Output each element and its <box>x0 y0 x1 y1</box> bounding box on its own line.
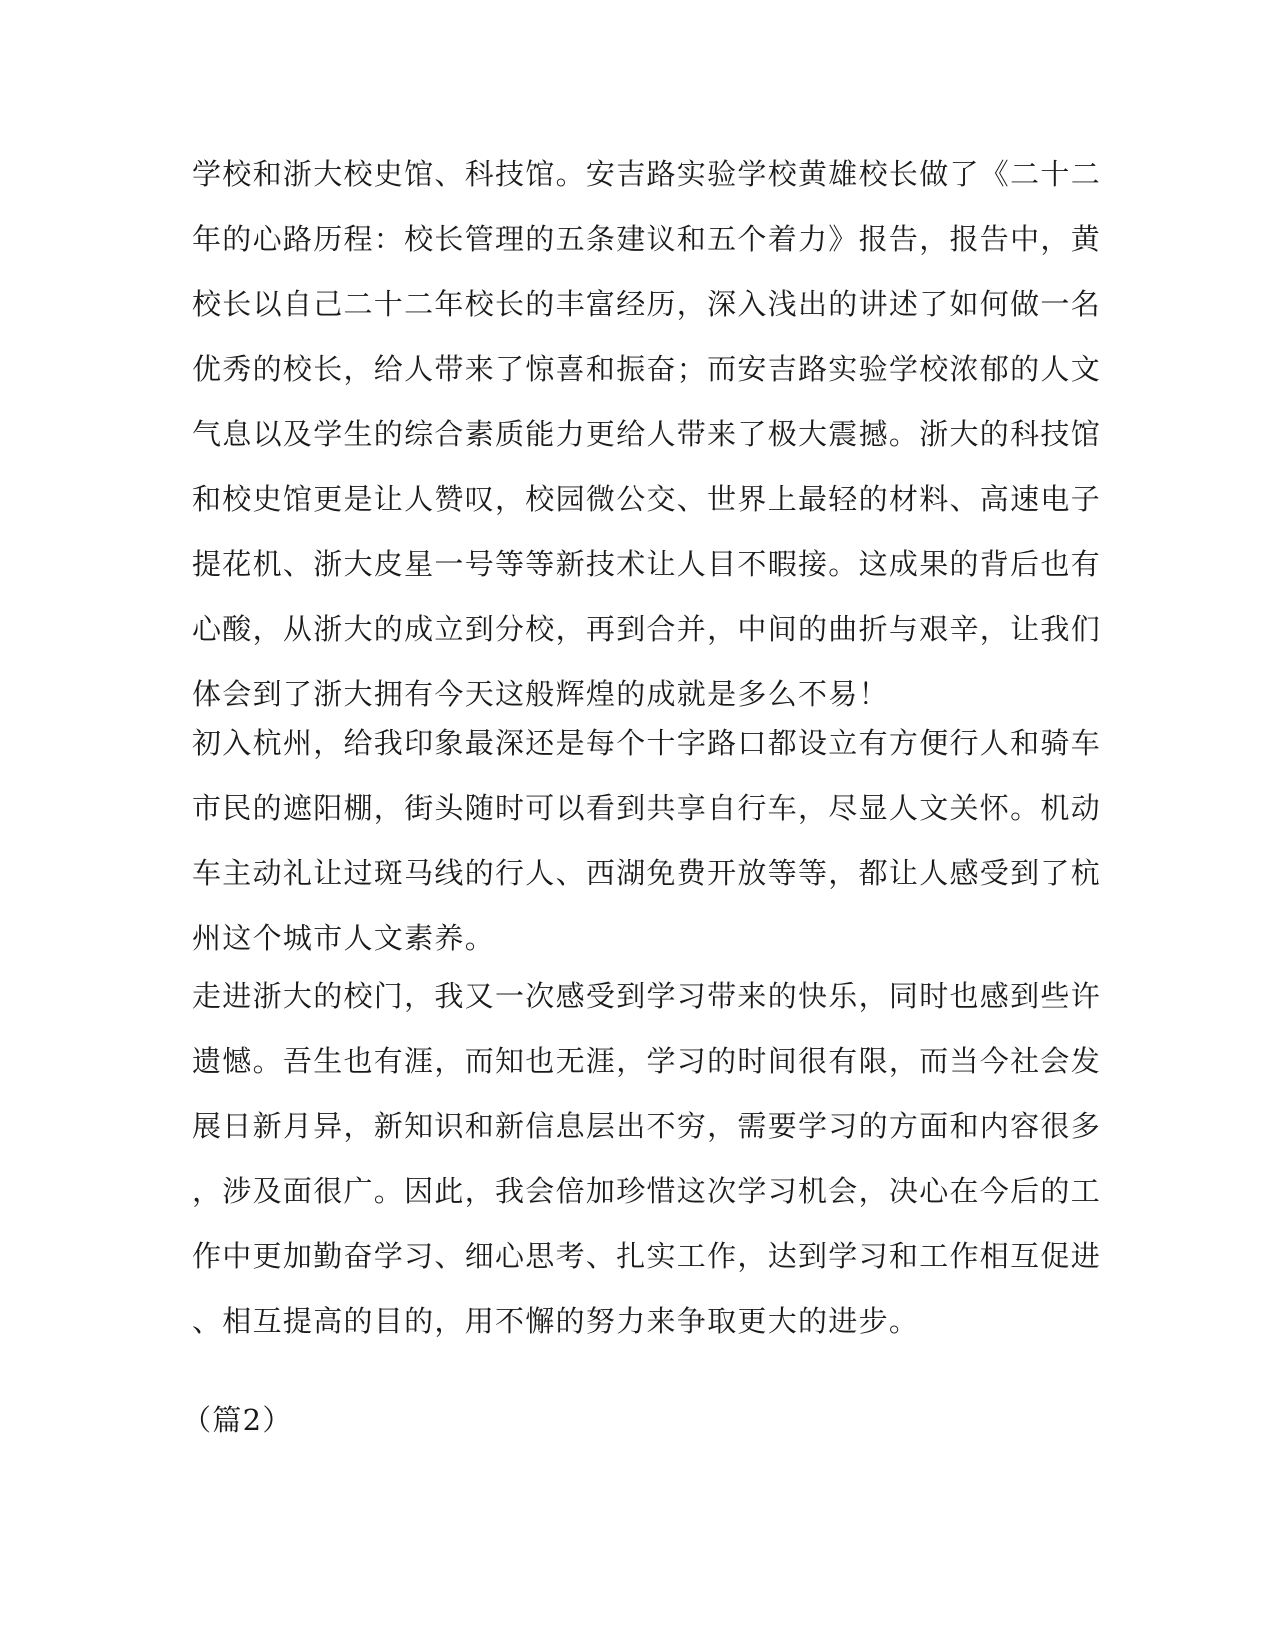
paragraph-3-line: 走进浙大的校门，我又一次感受到学习带来的快乐，同时也感到些许 <box>192 979 1102 1013</box>
paragraph-2 <box>192 711 1102 971</box>
paragraph-1-line: 优秀的校长，给人带来了惊喜和振奋；而安吉路实验学校浓郁的人文 <box>192 352 1102 386</box>
paragraph-1-line: 学校和浙大校史馆、科技馆。安吉路实验学校黄雄校长做了《二十二 <box>192 157 1102 191</box>
paragraph-1-line: 提花机、浙大皮星一号等等新技术让人目不暇接。这成果的背后也有 <box>192 547 1102 581</box>
paragraph-1-line: 和校史馆更是让人赞叹，校园微公交、世界上最轻的材料、高速电子 <box>192 482 1102 516</box>
paragraph-2-line: 市民的遮阳棚，街头随时可以看到共享自行车，尽显人文关怀。机动 <box>192 791 1102 825</box>
paragraph-3-line: 、相互提高的目的，用不懈的努力来争取更大的进步。 <box>192 1304 920 1338</box>
paragraph-1-line: 年的心路历程：校长管理的五条建议和五个着力》报告，报告中，黄 <box>192 222 1102 256</box>
paragraph-2-line: 州这个城市人文素养。 <box>192 921 496 955</box>
paragraph-3-line: 展日新月异，新知识和新信息层出不穷，需要学习的方面和内容很多 <box>192 1109 1102 1143</box>
paragraph-1-line: 体会到了浙大拥有今天这般辉煌的成就是多么不易！ <box>192 677 889 711</box>
paragraph-3-line: 遗憾。吾生也有涯，而知也无涯，学习的时间很有限，而当今社会发 <box>192 1044 1102 1078</box>
paragraph-3-line: ，涉及面很广。因此，我会倍加珍惜这次学习机会，决心在今后的工 <box>192 1174 1102 1208</box>
section-heading: （篇2） <box>182 1403 293 1437</box>
paragraph-2-line: 初入杭州，给我印象最深还是每个十字路口都设立有方便行人和骑车 <box>192 726 1102 760</box>
paragraph-2-line: 车主动礼让过斑马线的行人、西湖免费开放等等，都让人感受到了杭 <box>192 856 1102 890</box>
paragraph-1-line: 气息以及学生的综合素质能力更给人带来了极大震撼。浙大的科技馆 <box>192 417 1102 451</box>
paragraph-1-line: 心酸，从浙大的成立到分校，再到合并，中间的曲折与艰辛，让我们 <box>192 612 1102 646</box>
paragraph-3 <box>192 964 1102 1354</box>
paragraph-1-line: 校长以自己二十二年校长的丰富经历，深入浅出的讲述了如何做一名 <box>192 287 1102 321</box>
paragraph-1 <box>192 142 1102 727</box>
paragraph-3-line: 作中更加勤奋学习、细心思考、扎实工作，达到学习和工作相互促进 <box>192 1239 1102 1273</box>
